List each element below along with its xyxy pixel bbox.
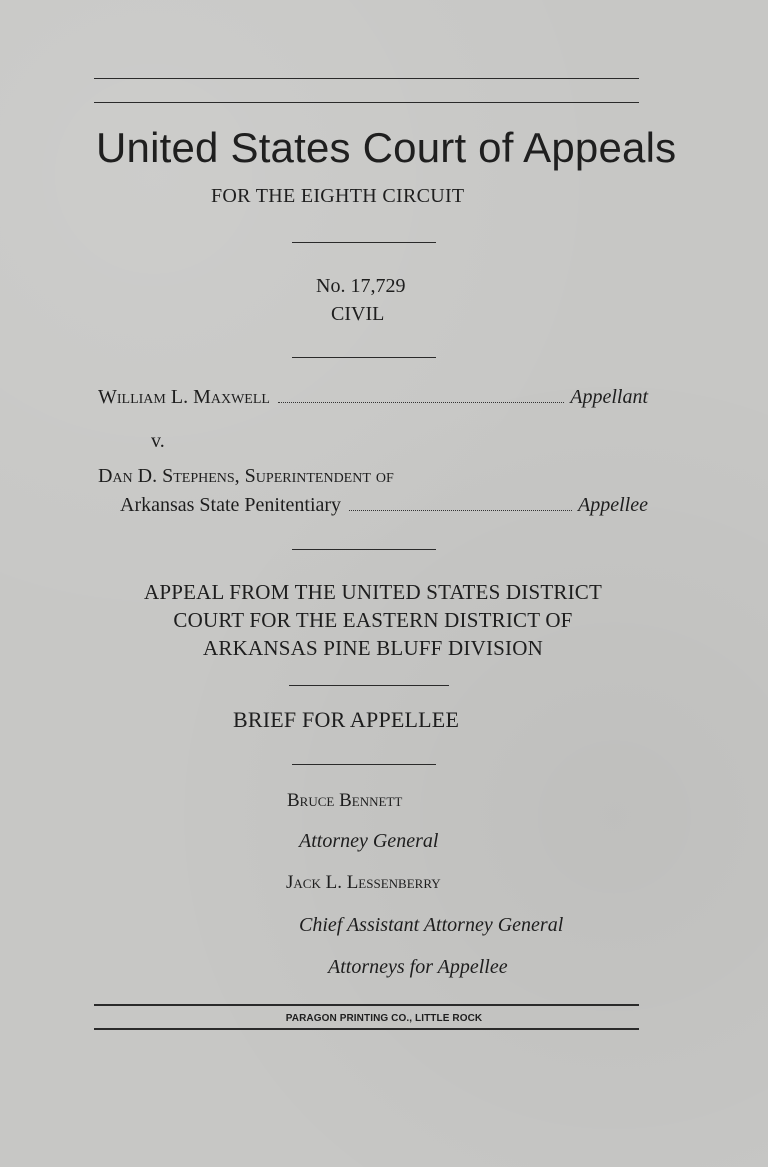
top-rule-1 — [94, 78, 639, 79]
appellee-name-line1 — [98, 465, 394, 488]
printer-imprint: PARAGON PRINTING CO., LITTLE ROCK — [285, 1013, 483, 1024]
bottom-rule-1 — [94, 1004, 639, 1006]
leader-dots-appellee — [349, 510, 572, 511]
brief-title: BRIEF FOR APPELLEE — [233, 707, 460, 732]
appellant-line — [98, 386, 648, 409]
case-number: No. 17,729 — [316, 275, 406, 297]
appellant-role: Appellant — [570, 386, 648, 408]
court-title: United States Court of Appeals — [96, 124, 677, 171]
top-rule-2 — [94, 102, 639, 103]
appellee-name-line2: Arkansas State Penitentiary — [120, 494, 342, 516]
leader-dots-appellant — [278, 402, 564, 403]
appeal-line-1: APPEAL FROM THE UNITED STATES DISTRICT — [143, 580, 603, 604]
circuit-subtitle: FOR THE EIGHTH CIRCUIT — [211, 185, 465, 207]
divider-rule-4 — [289, 685, 449, 686]
divider-rule-3 — [292, 549, 436, 550]
appellee-role: Appellee — [578, 494, 648, 516]
divider-rule-1 — [292, 242, 436, 243]
attorney1-name: Bruce Bennett — [287, 790, 403, 811]
appellee-line-1 — [98, 465, 648, 488]
divider-rule-2 — [292, 357, 436, 358]
appellant-name: William L. Maxwell — [98, 386, 270, 408]
case-type: CIVIL — [331, 303, 385, 325]
bottom-rule-2 — [94, 1028, 639, 1030]
appeal-line-3: ARKANSAS PINE BLUFF DIVISION — [203, 636, 543, 660]
appellee-line-2 — [120, 494, 648, 517]
attorney1-title: Attorney General — [299, 830, 439, 852]
attorney2-title: Chief Assistant Attorney General — [299, 914, 564, 936]
versus-label: v. — [151, 430, 165, 452]
appeal-line-2: COURT FOR THE EASTERN DISTRICT OF — [173, 608, 573, 632]
attorney2-name: Jack L. Lessenberry — [286, 872, 441, 893]
appellee-name: Dan D. Stephens, Superintendent of — [98, 465, 394, 487]
counsel-for-label: Attorneys for Appellee — [328, 956, 508, 978]
divider-rule-5 — [292, 764, 436, 765]
